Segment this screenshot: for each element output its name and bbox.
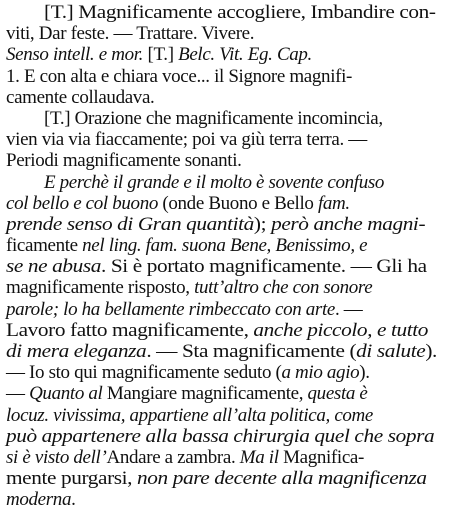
text-run: camente collaudava. [6, 86, 155, 108]
text-run: — [6, 383, 30, 405]
text-line [6, 256, 462, 277]
text-run: mente purgarsi, [6, 468, 138, 490]
italic-text: moderna [6, 489, 72, 511]
text-line [6, 405, 462, 426]
italic-text: se ne abusa [6, 256, 101, 278]
italic-text: E perchè il grande e il molto è sovente confuso [44, 171, 385, 193]
text-run: Mangiare magnificamente, [106, 383, 308, 405]
text-line [6, 235, 462, 256]
text-line [6, 66, 462, 87]
text-run: Andare a zambra. [106, 446, 240, 468]
italic-text: di salute [356, 341, 426, 362]
text-line [6, 23, 462, 44]
italic-text: Bene, Benissimo, e [229, 235, 368, 257]
text-line [6, 87, 462, 108]
text-run: ); [253, 213, 272, 235]
dictionary-entry-text [6, 2, 462, 511]
text-run: Buono e Bello [208, 192, 318, 214]
italic-text: si è visto dell’ [6, 446, 107, 468]
italic-text: a mio agio [281, 362, 360, 384]
text-line [6, 383, 462, 404]
italic-text: Belc. Vit. Eg. Cap. [178, 44, 312, 66]
italic-text: anche piccolo, e tutto [253, 319, 429, 341]
text-line [6, 341, 462, 362]
text-run: Lavoro fatto magnificamente, [6, 319, 254, 341]
text-line [6, 2, 462, 23]
text-run: [T.] Orazione che magnificamente incomincia, [44, 107, 383, 129]
text-run: [T.] [147, 44, 179, 66]
italic-text: nel ling. fam. suona [82, 235, 230, 257]
text-line [6, 468, 462, 489]
text-run: magnificamente risposto, [6, 277, 195, 299]
text-run: Magnifica- [283, 446, 364, 468]
italic-text: Quanto al [29, 383, 107, 405]
text-run: viti, Dar feste. — Trattare. Vivere. [6, 23, 255, 45]
italic-text: Ma il [239, 446, 284, 468]
text-line [6, 320, 462, 341]
text-run: (onde [162, 192, 209, 214]
text-line [6, 129, 462, 150]
text-run: ). [359, 362, 370, 384]
text-run: [T.] Magnificamente accogliere, Imbandire con- [44, 2, 436, 23]
text-run: . — Sta magnificamente ( [146, 341, 357, 362]
italic-text: parole; lo ha bellamente rimbeccato con arte [6, 298, 335, 320]
text-line [6, 447, 462, 468]
text-run: ficamente [6, 235, 83, 257]
text-run: . Si è portato magnificamente. — Gli ha [100, 256, 427, 278]
text-line [6, 44, 462, 65]
italic-text: però anche magni- [271, 213, 426, 235]
italic-text: questa è [307, 383, 368, 405]
text-run: 1. E con alta e chiara voce... il Signore magnifi- [6, 65, 353, 87]
text-line [6, 150, 462, 171]
italic-text: locuz. vivissima, appartiene all’alta politica, come [6, 404, 374, 426]
text-run: . [71, 489, 76, 511]
italic-text: tutt’altro che con sonore [194, 277, 373, 299]
text-line [6, 362, 462, 383]
italic-text: non pare decente alla magnificenza [137, 468, 427, 490]
text-line [6, 108, 462, 129]
text-line [6, 172, 462, 193]
italic-text: prende senso di Gran quantità [6, 213, 254, 235]
italic-text: di mera eleganza [6, 341, 147, 362]
text-line [6, 299, 462, 320]
text-run: Periodi magnificamente sonanti. [6, 150, 242, 172]
text-run: vien via via fiaccamente; poi va giù terra terra. — [6, 129, 367, 151]
italic-text: Senso intell. e mor. [6, 44, 148, 66]
text-run: ). [425, 341, 437, 362]
text-line [6, 277, 462, 298]
italic-text: fam. [317, 192, 350, 214]
text-line [6, 214, 462, 235]
text-line [6, 489, 462, 510]
text-line [6, 426, 462, 447]
italic-text: può appartenere alla bassa chirurgia quel che sopra [6, 425, 435, 447]
text-run: . — [334, 298, 363, 320]
text-line [6, 193, 462, 214]
italic-text: col bello e col buono [6, 192, 163, 214]
text-run: — Io sto qui magnificamente seduto ( [6, 362, 282, 384]
